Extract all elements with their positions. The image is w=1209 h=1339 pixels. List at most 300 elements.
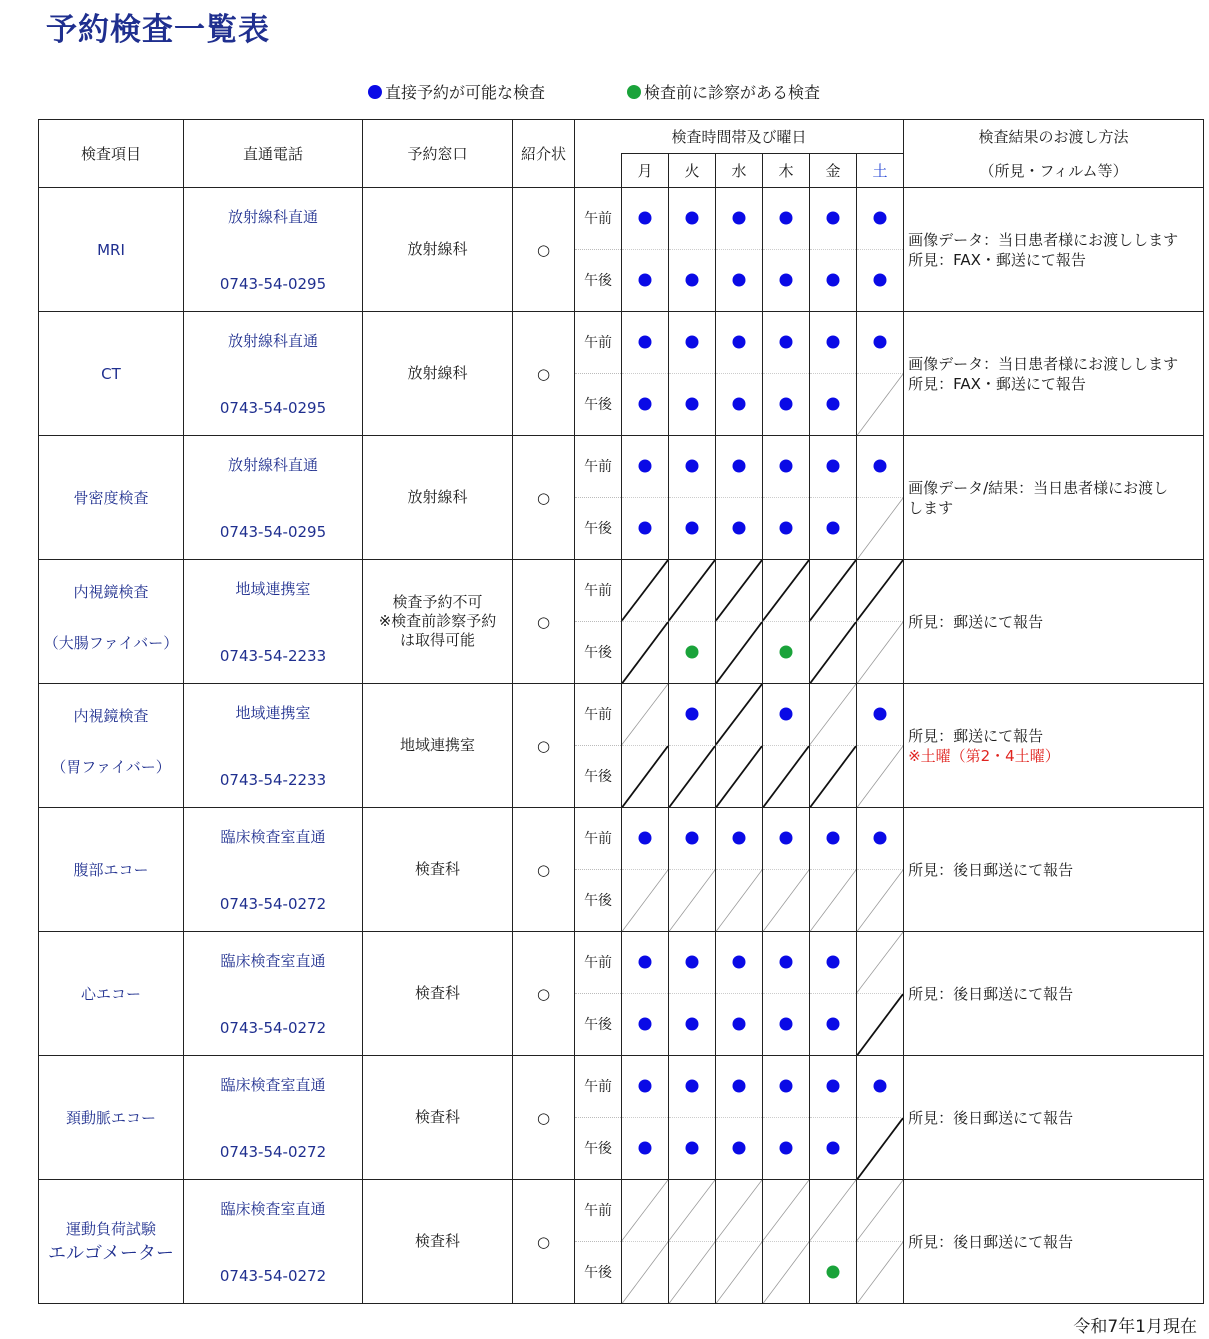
header-day-fri: 金 (810, 154, 857, 188)
available-direct-dot-icon (686, 398, 699, 411)
page-title: 予約検査一覧表 (46, 12, 270, 48)
unavailable-slash-icon (622, 684, 668, 745)
slot-am-mon (622, 808, 668, 870)
phone-number[interactable]: 0743-54-0272 (219, 1143, 327, 1161)
header-day-thu: 木 (763, 154, 810, 188)
day-cell-fri (810, 436, 857, 560)
slot-pm-fri (810, 622, 856, 684)
day-cell-thu (763, 684, 810, 808)
slot-pm-label: 午後 (584, 893, 612, 910)
unavailable-slash-icon (763, 870, 809, 932)
slot-pm-fri (810, 250, 856, 312)
available-direct-dot-icon (686, 832, 699, 845)
table-row (39, 188, 1204, 312)
header-day-tue: 火 (669, 154, 716, 188)
table-row (39, 1180, 1204, 1304)
day-cell-tue (669, 1180, 716, 1304)
available-direct-dot-icon (686, 522, 699, 535)
referral-required: ○ (513, 932, 575, 1056)
day-cell-wed (716, 188, 763, 312)
slot-pm-wed (716, 498, 762, 560)
slot-am-mon (622, 560, 668, 622)
day-cell-thu (763, 932, 810, 1056)
unavailable-slash-icon (763, 746, 809, 808)
header-referral: 紹介状 (513, 120, 575, 188)
green-dot-icon (627, 85, 641, 99)
reservation-window: 検査科 (363, 1056, 513, 1180)
slot-am-mon (622, 684, 668, 746)
slot-pm-mon (622, 1242, 668, 1304)
available-direct-dot-icon (639, 336, 652, 349)
time-slot-labels (575, 436, 622, 560)
slot-am-label: 午前 (575, 188, 621, 250)
slot-pm-wed (716, 870, 762, 932)
exam-item-cell (39, 188, 184, 312)
referral-required: ○ (513, 436, 575, 560)
blue-dot-icon (368, 85, 382, 99)
available-direct-dot-icon (639, 956, 652, 969)
slot-pm-wed (716, 746, 762, 808)
reservation-window: 検査科 (363, 1180, 513, 1304)
phone-cell (184, 188, 363, 312)
table-row (39, 312, 1204, 436)
phone-number[interactable]: 0743-54-0272 (219, 1019, 327, 1037)
unavailable-slash-icon (716, 622, 762, 684)
referral-required: ○ (513, 560, 575, 684)
unavailable-slash-icon (763, 1242, 809, 1304)
slot-pm-thu (763, 622, 809, 684)
exam-item-name: 頚動脈エコー (65, 1109, 156, 1127)
slot-am-mon (622, 1180, 668, 1242)
available-direct-dot-icon (686, 336, 699, 349)
referral-required: ○ (513, 684, 575, 808)
exam-item-name: MRI (97, 240, 125, 259)
slot-am-thu (763, 684, 809, 746)
phone-dept: 放射線科直通 (227, 208, 318, 226)
referral-required: ○ (513, 1180, 575, 1304)
slot-am-sat (857, 560, 903, 622)
time-slot-labels (575, 1056, 622, 1180)
slot-pm-fri (810, 1242, 856, 1304)
day-cell-sat (857, 436, 904, 560)
slot-pm-sat (857, 1118, 903, 1180)
day-cell-tue (669, 932, 716, 1056)
unavailable-slash-icon (810, 684, 856, 745)
slot-am-tue (669, 312, 715, 374)
referral-required: ○ (513, 808, 575, 932)
available-direct-dot-icon (780, 1080, 793, 1093)
time-slot-labels (575, 312, 622, 436)
slot-pm-thu (763, 746, 809, 808)
day-cell-thu (763, 808, 810, 932)
header-window: 予約窓口 (363, 120, 513, 188)
slot-pm-tue (669, 622, 715, 684)
available-direct-dot-icon (780, 832, 793, 845)
phone-number[interactable]: 0743-54-0295 (219, 523, 327, 541)
day-cell-sat (857, 684, 904, 808)
available-direct-dot-icon (639, 398, 652, 411)
available-direct-dot-icon (827, 274, 840, 287)
slot-am-sat (857, 312, 903, 374)
result-method (904, 684, 1204, 808)
referral-required: ○ (513, 188, 575, 312)
available-direct-dot-icon (780, 460, 793, 473)
slot-am-label: 午前 (575, 560, 621, 622)
slot-pm-tue (669, 870, 715, 932)
slot-pm-tue (669, 250, 715, 312)
legend-consult-label: 検査前に診察がある検査 (644, 83, 821, 102)
slot-pm-thu (763, 250, 809, 312)
unavailable-slash-icon (857, 994, 903, 1056)
unavailable-slash-icon (716, 746, 762, 808)
available-direct-dot-icon (827, 956, 840, 969)
day-cell-fri (810, 560, 857, 684)
phone-dept: 臨床検査室直通 (220, 828, 326, 846)
available-direct-dot-icon (639, 274, 652, 287)
slot-am-tue (669, 932, 715, 994)
slot-am-tue (669, 1180, 715, 1242)
slot-pm-wed (716, 1118, 762, 1180)
time-slot-labels (575, 808, 622, 932)
slot-am-mon (622, 932, 668, 994)
available-direct-dot-icon (733, 212, 746, 225)
slot-pm-label: 午後 (584, 645, 612, 662)
available-direct-dot-icon (780, 212, 793, 225)
unavailable-slash-icon (857, 870, 903, 932)
day-cell-fri (810, 1180, 857, 1304)
available-direct-dot-icon (639, 460, 652, 473)
exam-item-cell (39, 932, 184, 1056)
slot-pm-label: 午後 (584, 1265, 612, 1282)
available-direct-dot-icon (780, 522, 793, 535)
exam-item-cell (39, 436, 184, 560)
available-direct-dot-icon (639, 1080, 652, 1093)
slot-am-label: 午前 (575, 932, 621, 994)
unavailable-slash-icon (669, 1242, 715, 1304)
referral-required: ○ (513, 312, 575, 436)
slot-am-tue (669, 188, 715, 250)
slot-am-wed (716, 312, 762, 374)
result-line: 所見：後日郵送にて報告 (908, 860, 1074, 879)
available-direct-dot-icon (874, 336, 887, 349)
slot-am-mon (622, 436, 668, 498)
available-direct-dot-icon (827, 522, 840, 535)
slot-pm-label: 午後 (584, 273, 612, 290)
phone-cell (184, 932, 363, 1056)
available-direct-dot-icon (827, 1080, 840, 1093)
reservation-window: 地域連携室 (363, 684, 513, 808)
time-slot-labels (575, 560, 622, 684)
slot-pm-thu (763, 994, 809, 1056)
available-direct-dot-icon (639, 212, 652, 225)
slot-am-fri (810, 312, 856, 374)
slot-pm-wed (716, 994, 762, 1056)
slot-am-thu (763, 1180, 809, 1242)
legend-direct (368, 80, 545, 103)
slot-pm-sat (857, 1242, 903, 1304)
slot-am-tue (669, 808, 715, 870)
available-direct-dot-icon (780, 398, 793, 411)
exam-item-cell (39, 1180, 184, 1304)
slot-am-thu (763, 932, 809, 994)
available-direct-dot-icon (733, 956, 746, 969)
available-direct-dot-icon (686, 956, 699, 969)
slot-pm-mon (622, 994, 668, 1056)
header-result: 検査結果のお渡し方法 (904, 120, 1204, 154)
phone-dept: 地域連携室 (235, 704, 311, 722)
unavailable-slash-icon (857, 622, 903, 684)
slot-am-fri (810, 684, 856, 746)
available-consult-dot-icon (827, 1266, 840, 1279)
slot-pm-sat (857, 374, 903, 436)
slot-am-wed (716, 1180, 762, 1242)
day-cell-mon (622, 932, 669, 1056)
exam-item-name: CT (101, 364, 121, 383)
available-consult-dot-icon (686, 646, 699, 659)
result-line-2: 所見：FAX・郵送にて報告 (908, 250, 1086, 269)
slot-pm-sat (857, 622, 903, 684)
exam-item-name: 内視鏡検査 (73, 582, 149, 601)
available-direct-dot-icon (733, 1142, 746, 1155)
exam-item-cell (39, 312, 184, 436)
slot-pm-sat (857, 870, 903, 932)
reservation-window: 検査科 (363, 808, 513, 932)
reservation-window: 放射線科 (363, 312, 513, 436)
result-line: 画像データ：当日患者様にお渡しします (908, 354, 1179, 373)
header-day-wed: 水 (716, 154, 763, 188)
result-note: ※土曜（第2・4土曜） (908, 746, 1060, 765)
day-cell-sat (857, 312, 904, 436)
exam-item-sub: エルゴメーター (48, 1243, 174, 1264)
exam-item-name: 腹部エコー (73, 861, 149, 879)
slot-am-thu (763, 436, 809, 498)
unavailable-slash-icon (857, 1180, 903, 1241)
phone-cell (184, 1056, 363, 1180)
available-direct-dot-icon (686, 708, 699, 721)
slot-pm-thu (763, 1118, 809, 1180)
header-day-sat: 土 (857, 154, 904, 188)
day-cell-sat (857, 808, 904, 932)
day-cell-mon (622, 188, 669, 312)
table-row (39, 436, 1204, 560)
exam-item-sub: （大腸ファイバー） (43, 633, 179, 652)
unavailable-slash-icon (810, 1180, 856, 1241)
unavailable-slash-icon (669, 1180, 715, 1241)
available-direct-dot-icon (639, 1142, 652, 1155)
unavailable-slash-icon (857, 1118, 903, 1180)
slot-am-label: 午前 (575, 1180, 621, 1242)
unavailable-slash-icon (622, 622, 668, 684)
available-direct-dot-icon (827, 460, 840, 473)
available-direct-dot-icon (639, 1018, 652, 1031)
day-cell-wed (716, 1056, 763, 1180)
unavailable-slash-icon (857, 374, 903, 436)
legend-consult (627, 80, 820, 103)
phone-dept: 放射線科直通 (227, 332, 318, 350)
slot-pm-tue (669, 374, 715, 436)
slot-am-thu (763, 1056, 809, 1118)
available-direct-dot-icon (780, 708, 793, 721)
slot-am-fri (810, 1056, 856, 1118)
reservation-window: 検査予約不可 ※検査前診察予約 は取得可能 (363, 560, 513, 684)
available-direct-dot-icon (639, 522, 652, 535)
unavailable-slash-icon (857, 1242, 903, 1304)
slot-pm-label: 午後 (584, 1017, 612, 1034)
available-direct-dot-icon (733, 522, 746, 535)
slot-pm-tue (669, 1118, 715, 1180)
table-row (39, 808, 1204, 932)
unavailable-slash-icon (810, 560, 856, 621)
day-cell-wed (716, 560, 763, 684)
day-cell-sat (857, 1056, 904, 1180)
slot-pm-sat (857, 746, 903, 808)
unavailable-slash-icon (716, 1242, 762, 1304)
unavailable-slash-icon (622, 1180, 668, 1241)
unavailable-slash-icon (622, 1242, 668, 1304)
slot-pm-thu (763, 1242, 809, 1304)
day-cell-wed (716, 684, 763, 808)
unavailable-slash-icon (622, 746, 668, 808)
slot-pm-fri (810, 498, 856, 560)
day-cell-thu (763, 1180, 810, 1304)
slot-pm-thu (763, 498, 809, 560)
available-direct-dot-icon (733, 1080, 746, 1093)
slot-am-wed (716, 560, 762, 622)
slot-pm-tue (669, 994, 715, 1056)
available-consult-dot-icon (780, 646, 793, 659)
available-direct-dot-icon (827, 398, 840, 411)
slot-am-sat (857, 436, 903, 498)
exam-item-name: 内視鏡検査 (73, 706, 149, 725)
table-row (39, 560, 1204, 684)
phone-number[interactable]: 0743-54-0295 (219, 399, 327, 417)
result-method (904, 188, 1204, 312)
unavailable-slash-icon (622, 560, 668, 621)
slot-am-fri (810, 436, 856, 498)
day-cell-wed (716, 808, 763, 932)
slot-pm-label: 午後 (584, 521, 612, 538)
slot-am-mon (622, 188, 668, 250)
day-cell-tue (669, 560, 716, 684)
day-cell-mon (622, 1180, 669, 1304)
phone-number[interactable]: 0743-54-2233 (219, 771, 327, 789)
available-direct-dot-icon (827, 1142, 840, 1155)
day-cell-tue (669, 188, 716, 312)
slot-pm-label: 午後 (584, 769, 612, 786)
available-direct-dot-icon (686, 1142, 699, 1155)
result-line-2: 所見：FAX・郵送にて報告 (908, 374, 1086, 393)
available-direct-dot-icon (733, 336, 746, 349)
unavailable-slash-icon (857, 932, 903, 993)
slot-am-label: 午前 (575, 808, 621, 870)
day-cell-fri (810, 932, 857, 1056)
slot-pm-fri (810, 746, 856, 808)
unavailable-slash-icon (857, 746, 903, 808)
available-direct-dot-icon (686, 274, 699, 287)
slot-am-wed (716, 684, 762, 746)
slot-pm-fri (810, 1118, 856, 1180)
header-item: 検査項目 (39, 120, 184, 188)
slot-pm-fri (810, 994, 856, 1056)
phone-number[interactable]: 0743-54-2233 (219, 647, 327, 665)
exam-item-sub: （胃ファイバー） (51, 757, 171, 776)
unavailable-slash-icon (857, 498, 903, 560)
available-direct-dot-icon (874, 274, 887, 287)
available-direct-dot-icon (686, 212, 699, 225)
slot-am-mon (622, 1056, 668, 1118)
slot-am-sat (857, 932, 903, 994)
day-cell-tue (669, 684, 716, 808)
available-direct-dot-icon (733, 398, 746, 411)
slot-pm-tue (669, 1242, 715, 1304)
slot-am-wed (716, 436, 762, 498)
unavailable-slash-icon (763, 1180, 809, 1241)
slot-am-fri (810, 188, 856, 250)
available-direct-dot-icon (874, 708, 887, 721)
slot-pm-label: 午後 (584, 1141, 612, 1158)
slot-pm-wed (716, 374, 762, 436)
day-cell-mon (622, 560, 669, 684)
result-line: 画像データ：当日患者様にお渡しします (908, 230, 1179, 249)
phone-dept: 放射線科直通 (227, 456, 318, 474)
slot-am-tue (669, 1056, 715, 1118)
slot-am-wed (716, 188, 762, 250)
phone-dept: 臨床検査室直通 (220, 1076, 326, 1094)
day-cell-wed (716, 312, 763, 436)
result-line: 所見：後日郵送にて報告 (908, 1232, 1074, 1251)
day-cell-wed (716, 436, 763, 560)
slot-pm-label: 午後 (584, 397, 612, 414)
phone-cell (184, 312, 363, 436)
unavailable-slash-icon (716, 560, 762, 621)
unavailable-slash-icon (716, 1180, 762, 1241)
exam-item-name: 骨密度検査 (73, 489, 149, 507)
available-direct-dot-icon (827, 336, 840, 349)
phone-number[interactable]: 0743-54-0295 (219, 275, 327, 293)
header-day-mon: 月 (622, 154, 669, 188)
slot-pm-tue (669, 498, 715, 560)
slot-am-label: 午前 (575, 436, 621, 498)
slot-am-thu (763, 312, 809, 374)
unavailable-slash-icon (763, 560, 809, 621)
day-cell-sat (857, 560, 904, 684)
result-line: 所見：後日郵送にて報告 (908, 1108, 1074, 1127)
day-cell-tue (669, 1056, 716, 1180)
day-cell-tue (669, 312, 716, 436)
unavailable-slash-icon (716, 684, 762, 745)
available-direct-dot-icon (733, 832, 746, 845)
exam-table (38, 119, 1204, 1304)
day-cell-fri (810, 312, 857, 436)
header-result-sub: （所見・フィルム等） (904, 154, 1204, 188)
slot-am-sat (857, 684, 903, 746)
result-line: 画像データ/結果：当日患者様にお渡し (908, 478, 1169, 497)
slot-pm-sat (857, 250, 903, 312)
slot-am-wed (716, 808, 762, 870)
slot-pm-sat (857, 994, 903, 1056)
day-cell-mon (622, 312, 669, 436)
slot-am-sat (857, 188, 903, 250)
phone-number[interactable]: 0743-54-0272 (219, 895, 327, 913)
phone-number[interactable]: 0743-54-0272 (219, 1267, 327, 1285)
slot-pm-thu (763, 374, 809, 436)
available-direct-dot-icon (780, 956, 793, 969)
unavailable-slash-icon (716, 870, 762, 932)
day-cell-mon (622, 436, 669, 560)
available-direct-dot-icon (874, 212, 887, 225)
day-cell-sat (857, 932, 904, 1056)
phone-cell (184, 808, 363, 932)
